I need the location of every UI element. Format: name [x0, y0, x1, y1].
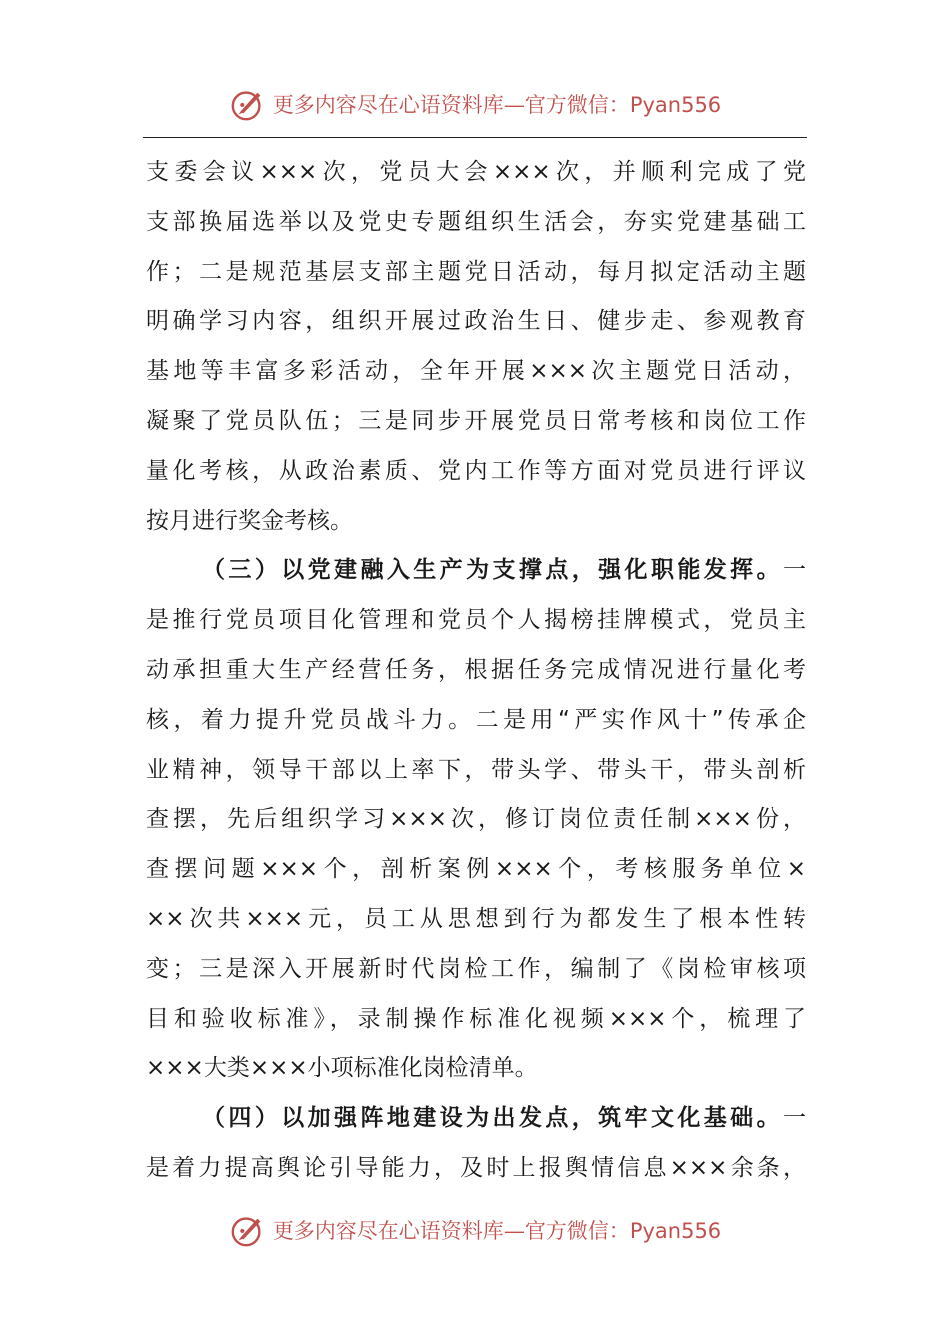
quill-pen-logo-icon: [229, 85, 267, 123]
text-line: 支委会议×××次，党员大会×××次，并顺利完成了党: [146, 159, 806, 185]
quill-pen-logo-icon: [229, 1211, 267, 1249]
text-line: ×××大类×××小项标准化岗检清单。: [146, 1055, 538, 1082]
text-line: 变；三是深入开展新时代岗检工作，编制了《岗检审核项: [146, 955, 806, 982]
section-heading-line: （三）以党建融入生产为支撑点，强化职能发挥。一: [202, 557, 806, 584]
text-line: 业精神，领导干部以上率下，带头学、带头干，带头剖析: [146, 756, 806, 783]
text-line: 基地等丰富多彩活动，全年开展×××次主题党日活动，: [146, 358, 806, 385]
text-line: 目和验收标准》，录制操作标准化视频×××个，梳理了: [146, 1005, 806, 1032]
document-body: [146, 148, 806, 1194]
text-line: 量化考核，从政治素质、党内工作等方面对党员进行评议: [146, 457, 806, 484]
section-heading: （三）以党建融入生产为支撑点，强化职能发挥。: [202, 557, 783, 584]
text-line: ××次共×××元，员工从思想到行为都发生了根本性转: [146, 905, 806, 932]
text-line: 查摆问题×××个，剖析案例×××个，考核服务单位×: [146, 856, 806, 883]
text-line: 支部换届选举以及党史专题组织生活会，夯实党建基础工: [146, 208, 806, 235]
banner-text: 更多内容尽在心语资料库—官方微信：Pyan556: [272, 93, 722, 117]
text-line: 动承担重大生产经营任务，根据任务完成情况进行量化考: [146, 656, 806, 683]
section-heading-line: （四）以加强阵地建设为出发点，筑牢文化基础。一: [202, 1105, 806, 1132]
text-line: 明确学习内容，组织开展过政治生日、健步走、参观教育: [146, 308, 806, 335]
text-line: 查摆，先后组织学习×××次，修订岗位责任制×××份，: [146, 806, 806, 833]
banner-text: 更多内容尽在心语资料库—官方微信：Pyan556: [272, 1219, 722, 1243]
text-line: 作；二是规范基层支部主题党日活动，每月拟定活动主题: [146, 258, 806, 285]
text-line: 是着力提高舆论引导能力，及时上报舆情信息×××余条，: [146, 1154, 806, 1181]
text-line: 按月进行奖金考核。: [146, 507, 353, 534]
text-line: 核，着力提升党员战斗力。二是用“严实作风十”传承企: [146, 706, 806, 733]
section-heading: （四）以加强阵地建设为出发点，筑牢文化基础。: [202, 1105, 783, 1132]
text-line: 是推行党员项目化管理和党员个人揭榜挂牌模式，党员主: [146, 607, 806, 634]
header-banner: [0, 84, 950, 124]
header-rule: [143, 137, 807, 138]
text-line: 凝聚了党员队伍；三是同步开展党员日常考核和岗位工作: [146, 407, 806, 434]
footer-banner: [0, 1210, 950, 1250]
